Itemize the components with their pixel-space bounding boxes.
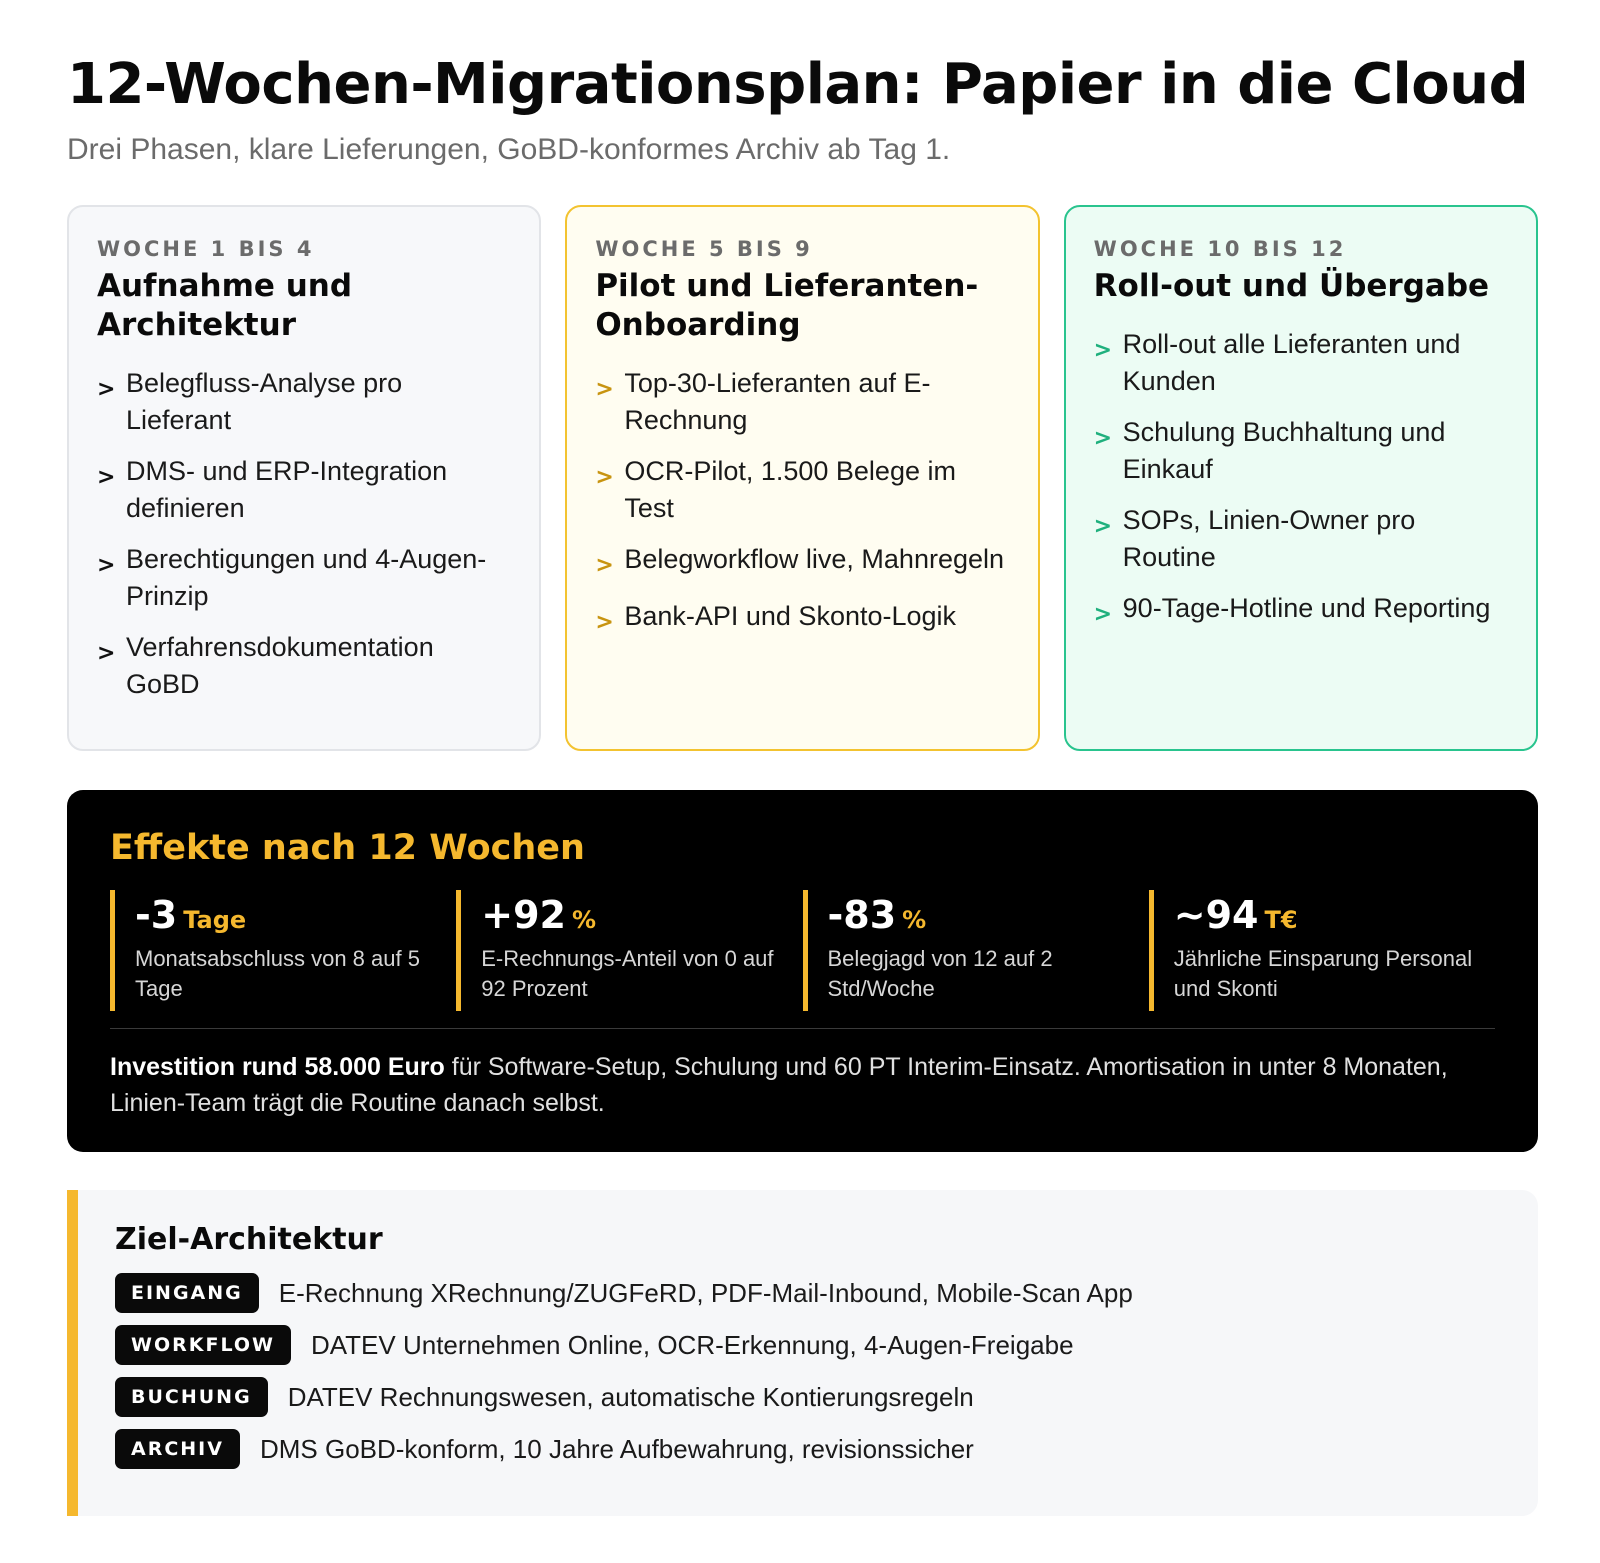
phase-card-1 [67,205,541,751]
kpi-value: -83 [827,893,897,937]
kpi-description: E-Rechnungs-Anteil von 0 auf 92 Prozent [481,946,774,1001]
kpi-item [456,890,802,1011]
list-item [97,541,511,615]
kpi-description: Monatsabschluss von 8 auf 5 Tage [135,946,420,1001]
phase-title: Pilot und Lieferanten-Onboarding [595,268,979,343]
list-item-text: Belegfluss-Analyse pro Lieferant [126,368,403,435]
chevron-right-icon: > [97,377,116,402]
list-item-text: Schulung Buchhaltung und Einkauf [1122,417,1446,484]
architecture-title: Ziel-Architektur [115,1222,383,1257]
architecture-panel [67,1190,1538,1516]
phase-items [595,365,1009,641]
phase-cards [67,205,1538,751]
list-item-text: SOPs, Linien-Owner pro Routine [1122,505,1416,572]
kpi-unit: % [571,906,597,934]
kpi-value: +92 [481,893,566,937]
kpi-item [1149,890,1495,1011]
layer-tag: EINGANG [115,1273,259,1313]
list-item [1094,590,1508,633]
layer-description: E-Rechnung XRechnung/ZUGFeRD, PDF-Mail-Inbound, Mobile-Scan App [278,1277,1133,1308]
kpi-item [803,890,1149,1011]
kpi-value: -3 [135,893,178,937]
list-item [97,365,511,439]
layer-description: DATEV Rechnungswesen, automatische Kontierungsregeln [287,1381,974,1412]
kpi-unit: T€ [1264,906,1298,934]
chevron-right-icon: > [595,553,614,578]
list-item-text: Bank-API und Skonto-Logik [624,601,957,631]
architecture-row [115,1429,1502,1469]
phase-items [97,365,511,703]
kpi-unit: Tage [183,906,247,934]
chevron-right-icon: > [1093,514,1113,539]
page-title: 12-Wochen-Migrationsplan: Papier in die Cloud [67,52,1529,117]
effects-panel [67,790,1538,1152]
list-item [595,598,1009,641]
phase-title: Aufnahme und Architektur [97,268,353,343]
chevron-right-icon: > [97,465,116,490]
kpi-description: Jährliche Einsparung Personal und Skonti [1173,946,1473,1001]
list-item-text: Verfahrensdokumentation GoBD [126,632,434,699]
phase-weeks: WOCHE 10 BIS 12 [1093,237,1347,261]
chevron-right-icon: > [1093,426,1113,451]
investment-text: für Software-Setup, Schulung und 60 PT Interim-Einsatz. Amortisation in unter 8 Monaten, Linien-Team trägt die Routine danach selbst. [110,1053,1448,1117]
layer-description: DMS GoBD-konform, 10 Jahre Aufbewahrung, revisionssicher [259,1433,974,1464]
chevron-right-icon: > [1093,338,1113,363]
investment-highlight: Investition rund 58.000 Euro [110,1053,445,1081]
chevron-right-icon: > [595,465,614,490]
architecture-row [115,1273,1502,1313]
list-item-text: 90-Tage-Hotline und Reporting [1122,593,1491,623]
chevron-right-icon: > [1093,602,1113,627]
chevron-right-icon: > [97,553,116,578]
phase-title: Roll-out und Übergabe [1093,268,1490,304]
list-item [97,453,511,527]
kpi-row [110,890,1495,1011]
architecture-row [115,1377,1502,1417]
list-item [595,453,1009,527]
list-item-text: OCR-Pilot, 1.500 Belege im Test [624,456,956,523]
kpi-item [110,890,456,1011]
page-subtitle: Drei Phasen, klare Lieferungen, GoBD-konformes Archiv ab Tag 1. [67,133,951,166]
phase-weeks: WOCHE 5 BIS 9 [595,237,813,261]
layer-tag: ARCHIV [115,1429,240,1469]
chevron-right-icon: > [595,377,614,402]
divider [110,1028,1495,1029]
list-item [595,365,1009,439]
phase-items [1094,326,1508,633]
chevron-right-icon: > [595,610,614,635]
phase-card-2 [565,205,1039,751]
phase-card-3 [1064,205,1538,751]
list-item-text: Top-30-Lieferanten auf E-Rechnung [624,368,931,435]
layer-description: DATEV Unternehmen Online, OCR-Erkennung, 4-Augen-Freigabe [310,1329,1074,1360]
layer-tag: BUCHUNG [115,1377,268,1417]
chevron-right-icon: > [97,641,116,666]
phase-weeks: WOCHE 1 BIS 4 [97,237,315,261]
list-item [595,541,1009,584]
kpi-description: Belegjagd von 12 auf 2 Std/Woche [827,946,1053,1001]
architecture-row [115,1325,1502,1365]
layer-tag: WORKFLOW [115,1325,291,1365]
list-item-text: Berechtigungen und 4-Augen-Prinzip [126,544,487,611]
kpi-unit: % [902,906,927,934]
list-item-text: Roll-out alle Lieferanten und Kunden [1122,329,1461,396]
list-item [1094,326,1508,400]
list-item [97,629,511,703]
kpi-value: ~94 [1173,893,1259,937]
list-item-text: Belegworkflow live, Mahnregeln [624,544,1005,574]
list-item [1094,502,1508,576]
effects-title: Effekte nach 12 Wochen [110,828,585,868]
list-item [1094,414,1508,488]
investment-note [110,1049,1495,1121]
list-item-text: DMS- und ERP-Integration definieren [126,456,448,523]
